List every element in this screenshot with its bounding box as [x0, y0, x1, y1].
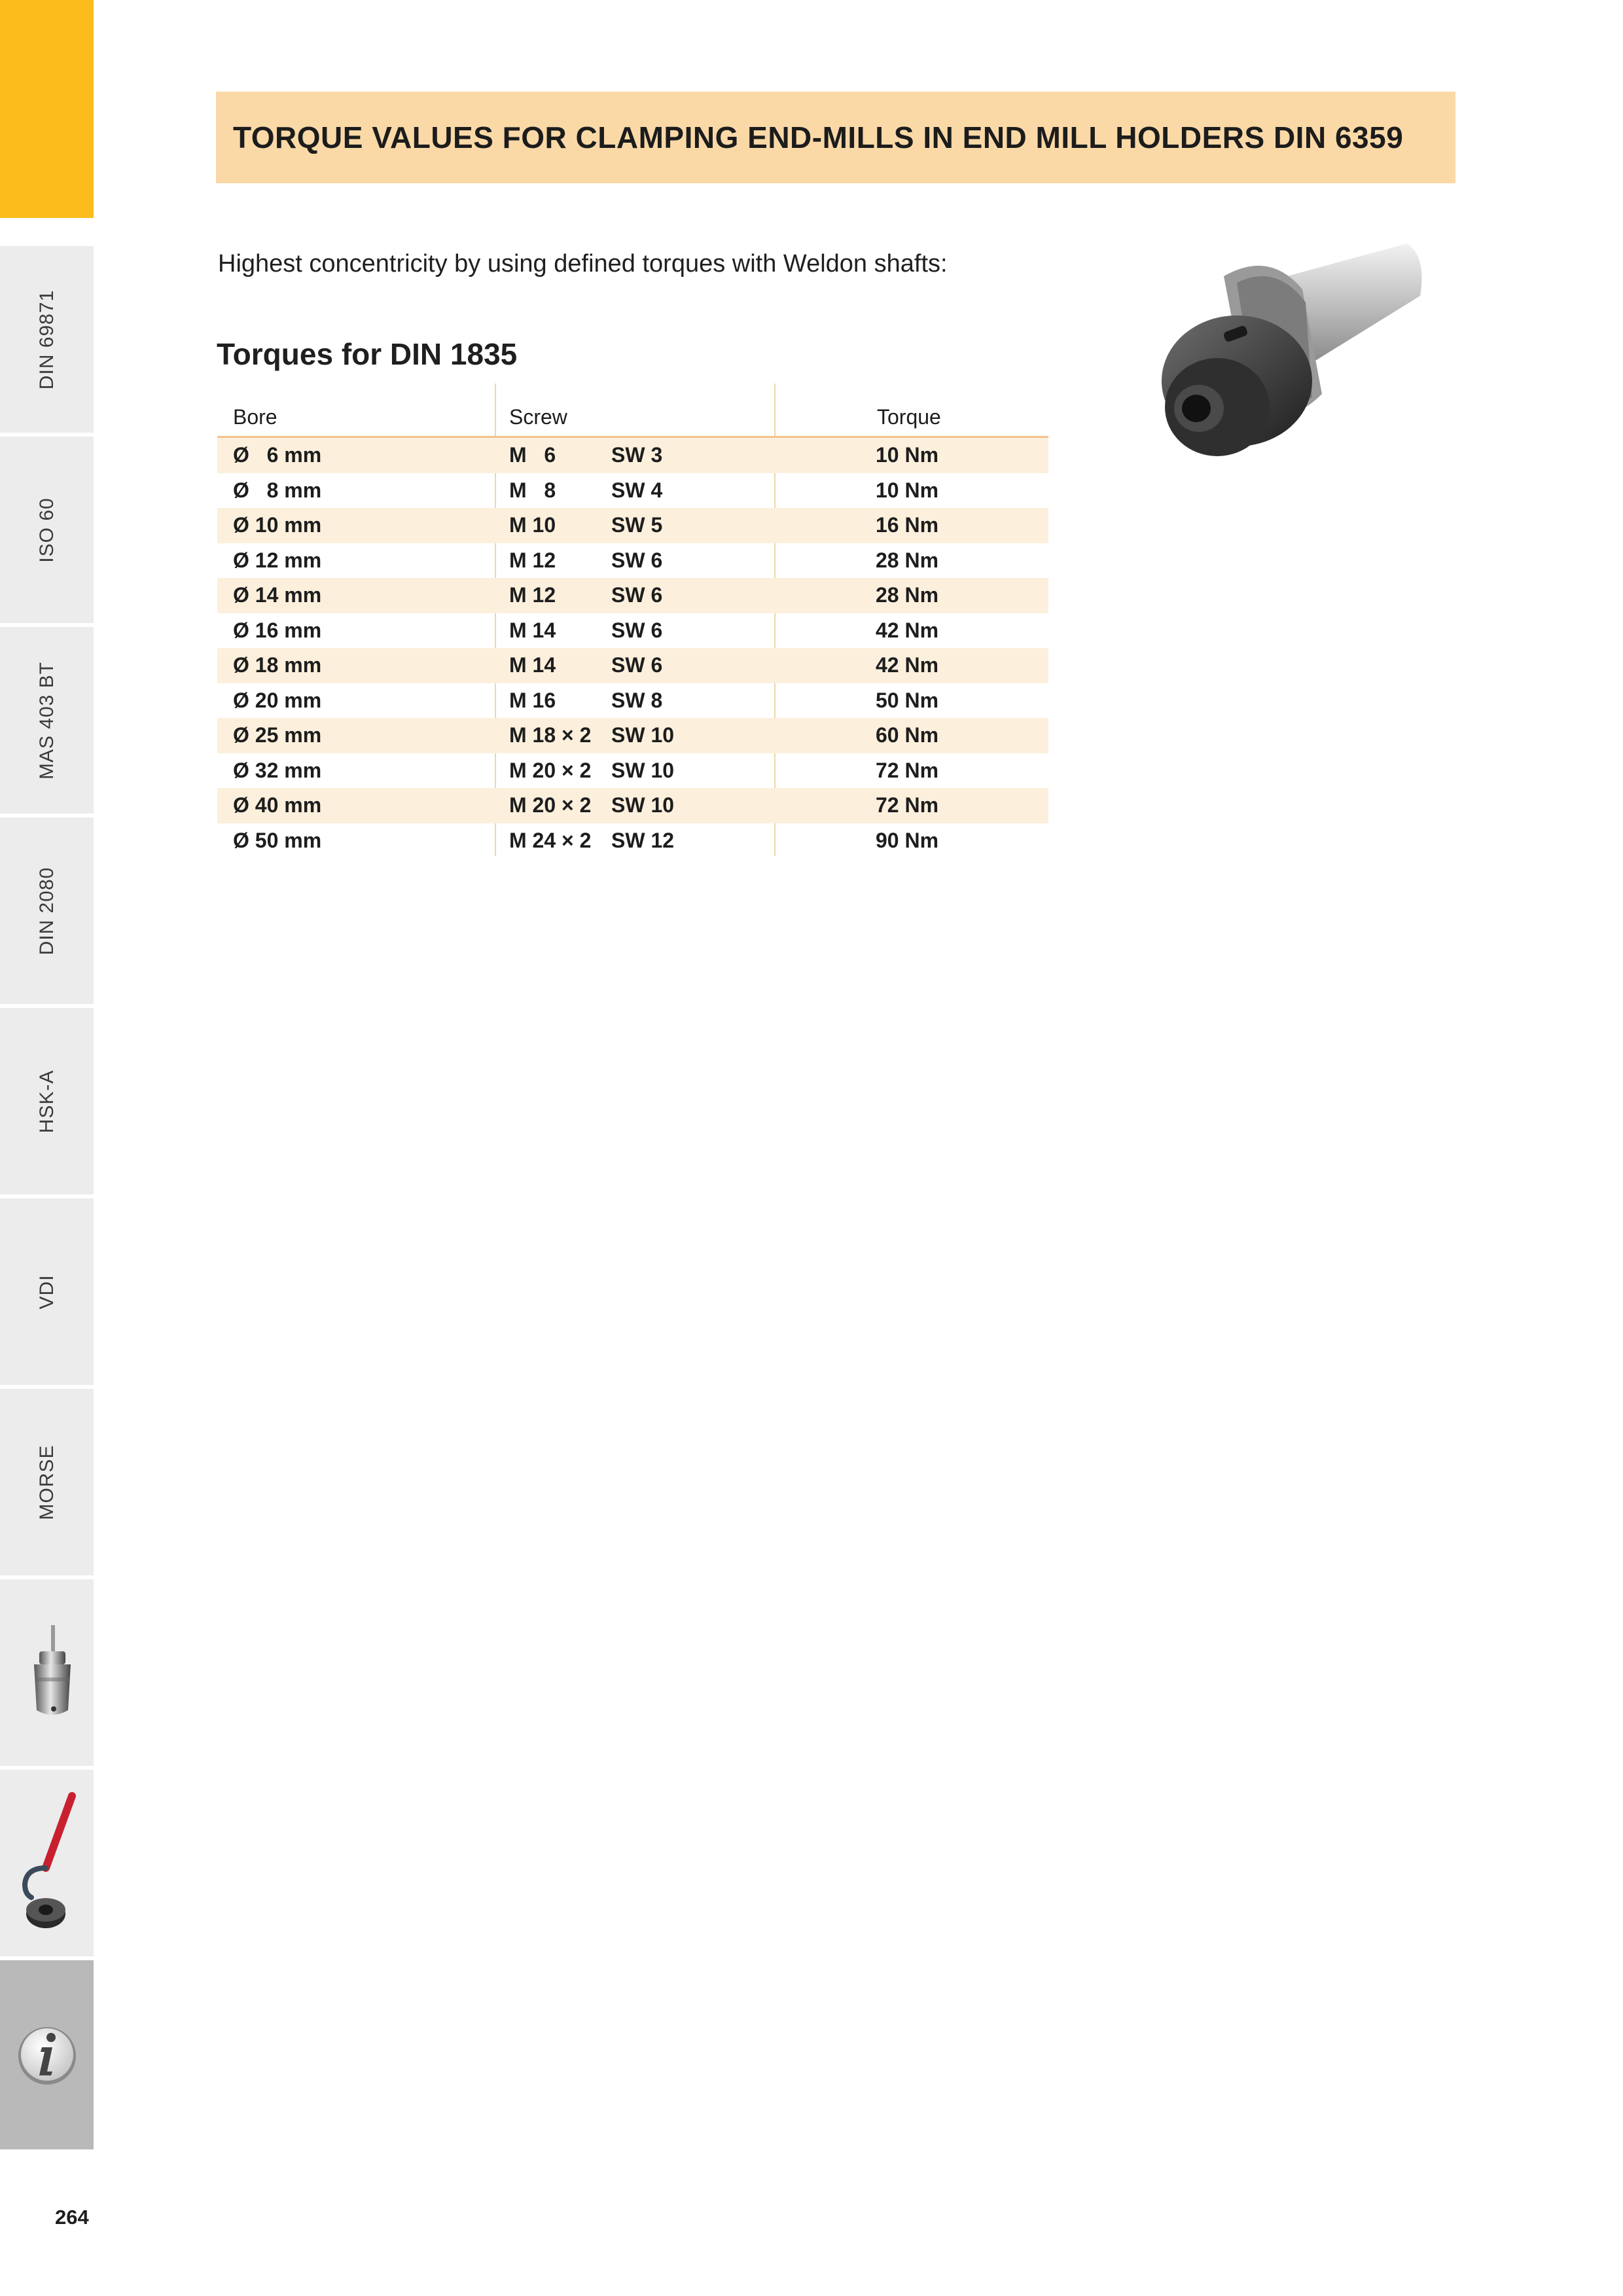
sidebar-tab-drill-chucks[interactable] [0, 1579, 94, 1768]
cell-screw: M 12 [509, 548, 556, 572]
cell-bore: Ø 20 mm [233, 688, 322, 712]
table-row [217, 438, 1048, 473]
cell-bore: Ø 40 mm [233, 793, 322, 817]
header-torque: Torque [877, 405, 941, 429]
table-row [217, 508, 1048, 543]
cell-torque: 60 Nm [876, 723, 939, 747]
cell-sw: SW 3 [611, 443, 663, 467]
sidebar-tab-accessories[interactable] [0, 1770, 94, 1958]
cell-torque: 90 Nm [876, 828, 939, 852]
cell-bore: Ø 12 mm [233, 548, 322, 572]
cell-sw: SW 6 [611, 653, 663, 677]
torque-table [217, 384, 1048, 858]
cell-screw: M 18 × 2 [509, 723, 592, 747]
cell-screw: M 10 [509, 513, 556, 537]
cell-torque: 42 Nm [876, 618, 939, 642]
sidebar-tab-info[interactable] [0, 1960, 94, 2151]
header-screw: Screw [509, 405, 567, 429]
cell-screw: M 16 [509, 688, 556, 712]
cell-torque: 50 Nm [876, 688, 939, 712]
table-row [217, 823, 1048, 859]
drill-chuck-icon [0, 1579, 94, 1768]
sidebar-tab-label: HSK-A [35, 1069, 58, 1133]
cell-sw: SW 10 [611, 723, 675, 747]
sidebar-tab-label: VDI [35, 1274, 58, 1310]
cell-screw: M 6 [509, 443, 556, 467]
cell-bore: Ø 14 mm [233, 583, 322, 607]
cell-sw: SW 6 [611, 583, 663, 607]
table-row [217, 683, 1048, 719]
cell-sw: SW 4 [611, 478, 663, 502]
sidebar-tab-label: DIN 2080 [35, 867, 58, 955]
cell-bore: Ø 50 mm [233, 828, 322, 852]
cell-screw: M 20 × 2 [509, 758, 592, 782]
cell-torque: 10 Nm [876, 443, 939, 467]
sidebar-accent-block [0, 0, 94, 218]
table-row [217, 473, 1048, 509]
cell-bore: Ø 16 mm [233, 618, 322, 642]
sidebar-tab-label: MAS 403 BT [35, 661, 58, 780]
table-header-row [217, 384, 1048, 438]
cell-sw: SW 10 [611, 793, 675, 817]
header-banner [216, 92, 1455, 183]
wrench-and-nut-icon [0, 1770, 94, 1958]
sidebar-tab-morse[interactable] [0, 1389, 94, 1577]
cell-torque: 28 Nm [876, 583, 939, 607]
page-title: TORQUE VALUES FOR CLAMPING END-MILLS IN END MILL HOLDERS DIN 6359 [233, 120, 1404, 154]
end-mill-holder-image [1126, 230, 1440, 479]
cell-screw: M 8 [509, 478, 556, 502]
sidebar-tab-label: DIN 69871 [35, 289, 58, 389]
sidebar-tab-din-69871[interactable] [0, 246, 94, 435]
cell-sw: SW 6 [611, 548, 663, 572]
cell-screw: M 12 [509, 583, 556, 607]
sidebar-tab-din-2080[interactable] [0, 817, 94, 1006]
sidebar-tab-label: MORSE [35, 1444, 58, 1520]
table-row [217, 578, 1048, 613]
table-row [217, 648, 1048, 683]
table-row [217, 543, 1048, 579]
section-heading: Torques for DIN 1835 [217, 337, 518, 371]
cell-torque: 10 Nm [876, 478, 939, 502]
cell-torque: 16 Nm [876, 513, 939, 537]
cell-screw: M 14 [509, 653, 556, 677]
cell-sw: SW 5 [611, 513, 663, 537]
table-row [217, 753, 1048, 789]
table-row [217, 718, 1048, 753]
cell-bore: Ø 32 mm [233, 758, 322, 782]
cell-sw: SW 10 [611, 758, 675, 782]
header-bore: Bore [233, 405, 277, 429]
cell-screw: M 20 × 2 [509, 793, 592, 817]
sidebar-tab-iso-60[interactable] [0, 437, 94, 625]
cell-torque: 42 Nm [876, 653, 939, 677]
sidebar-tab-vdi[interactable] [0, 1198, 94, 1387]
cell-screw: M 24 × 2 [509, 828, 592, 852]
cell-bore: Ø 10 mm [233, 513, 322, 537]
cell-bore: Ø 8 mm [233, 478, 322, 502]
table-row [217, 613, 1048, 649]
cell-torque: 72 Nm [876, 758, 939, 782]
cell-bore: Ø 6 mm [233, 443, 322, 467]
cell-sw: SW 6 [611, 618, 663, 642]
table-row [217, 788, 1048, 823]
sidebar-tab-label: ISO 60 [35, 497, 58, 563]
info-icon [0, 1960, 94, 2151]
cell-sw: SW 12 [611, 828, 675, 852]
cell-bore: Ø 18 mm [233, 653, 322, 677]
cell-screw: M 14 [509, 618, 556, 642]
sidebar-tab-hsk-a[interactable] [0, 1008, 94, 1196]
sidebar-tab-mas-403-bt[interactable] [0, 627, 94, 816]
page-number: 264 [55, 2206, 89, 2229]
cell-bore: Ø 25 mm [233, 723, 322, 747]
cell-torque: 72 Nm [876, 793, 939, 817]
intro-text: Highest concentricity by using defined torques with Weldon shafts: [218, 250, 948, 278]
cell-sw: SW 8 [611, 688, 663, 712]
cell-torque: 28 Nm [876, 548, 939, 572]
